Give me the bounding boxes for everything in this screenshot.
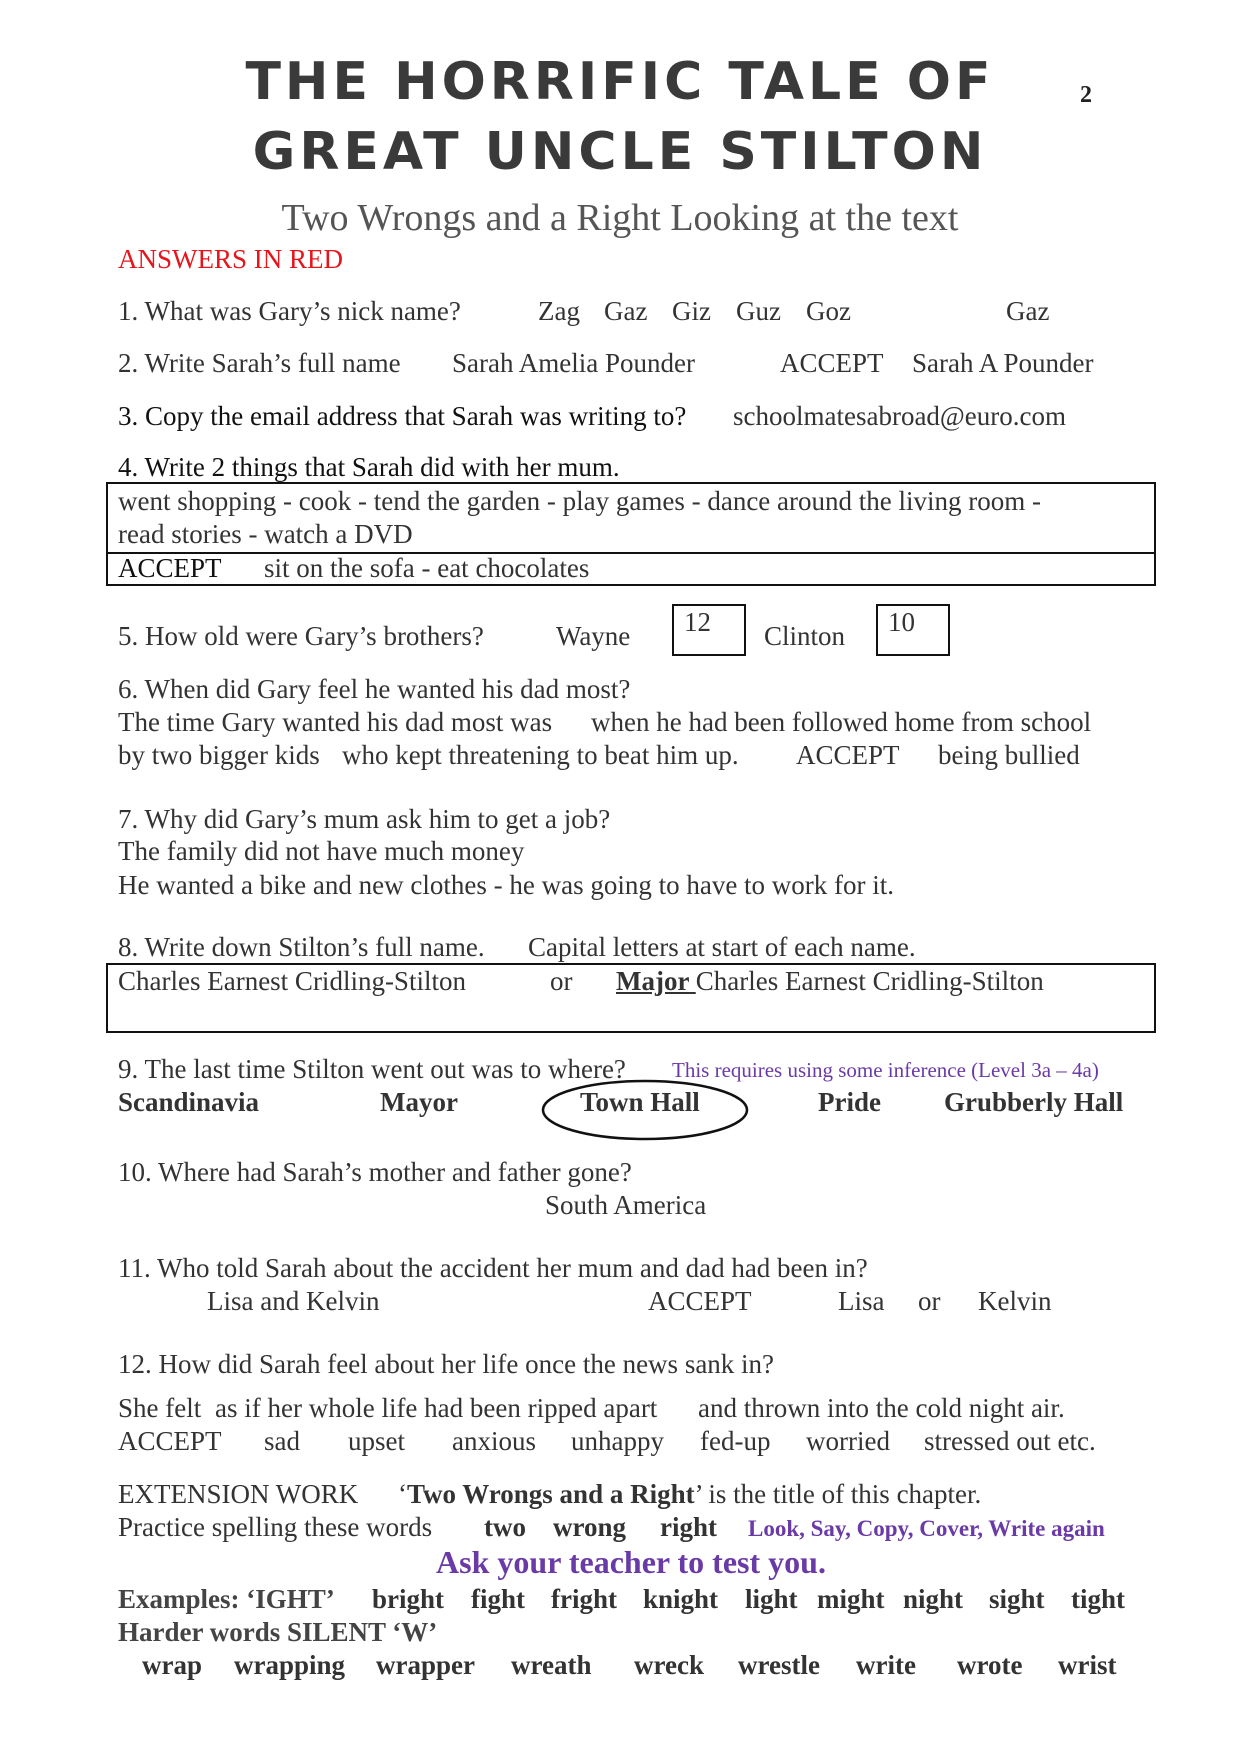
q5-name1: Wayne	[556, 621, 631, 651]
extension-title-line	[398, 1479, 981, 1510]
q2-question: 2. Write Sarah’s full name	[118, 348, 401, 378]
practice-word: wrong	[553, 1512, 627, 1542]
q5-question: 5. How old were Gary’s brothers?	[118, 621, 484, 651]
w-word: wreck	[634, 1650, 704, 1680]
q8-or: or	[550, 966, 573, 996]
q12-accept-word: anxious	[452, 1426, 536, 1456]
q10-answer: South America	[545, 1190, 707, 1220]
q12-accept-word: stressed out etc.	[924, 1426, 1096, 1456]
ight-word: sight	[989, 1584, 1045, 1614]
q9-option: Mayor	[380, 1087, 458, 1117]
q8-note: Capital letters at start of each name.	[528, 932, 916, 962]
w-word: wrapping	[234, 1650, 346, 1680]
ight-word: fright	[551, 1584, 617, 1614]
q11-accept1: Lisa	[838, 1286, 885, 1316]
page-number: 2	[1080, 82, 1092, 108]
title-line-1: THE HORRIFIC TALE OF	[245, 52, 995, 112]
q7-question: 7. Why did Gary’s mum ask him to get a job?	[118, 804, 611, 834]
q9-note: This requires using some inference (Level 3a – 4a)	[672, 1058, 1099, 1082]
ight-word: tight	[1071, 1584, 1125, 1614]
harder-label: Harder words SILENT ‘W’	[118, 1617, 438, 1647]
ight-word: might	[817, 1584, 885, 1614]
q2-accept-label: ACCEPT	[780, 348, 884, 378]
answers-note: ANSWERS IN RED	[118, 244, 344, 274]
q11-question: 11. Who told Sarah about the accident her mum and dad had been in?	[118, 1253, 868, 1283]
quote-open: ‘	[398, 1479, 407, 1509]
w-word: wrestle	[738, 1650, 820, 1680]
practice-word: right	[660, 1512, 717, 1542]
q6-accept-label: ACCEPT	[796, 740, 900, 770]
extension-title: Two Wrongs and a Right	[407, 1479, 695, 1509]
q12-question: 12. How did Sarah feel about her life once the news sank in?	[118, 1349, 775, 1379]
q11-or: or	[918, 1286, 941, 1316]
q6-tail: who kept threatening to beat him up.	[342, 740, 739, 770]
q12-answer: as if her whole life had been ripped apart	[215, 1393, 658, 1423]
q7-answer1: The family did not have much money	[118, 836, 525, 866]
q1-question: 1. What was Gary’s nick name?	[118, 296, 461, 326]
ight-word: bright	[372, 1584, 445, 1614]
q4-accept-label: ACCEPT	[118, 553, 222, 583]
w-word: wrap	[142, 1650, 202, 1680]
q6-answer-a: when he had been followed home from school	[591, 707, 1092, 737]
q5-name2: Clinton	[764, 621, 846, 651]
q1-option: Goz	[806, 296, 851, 326]
q4-question: 4. Write 2 things that Sarah did with her mum.	[118, 452, 620, 482]
q11-accept2: Kelvin	[978, 1286, 1052, 1316]
q5-age1: 12	[684, 607, 711, 637]
ight-word: light	[745, 1584, 798, 1614]
ight-word: fight	[471, 1584, 525, 1614]
ask-teacher: Ask your teacher to test you.	[436, 1544, 826, 1580]
q5-age2: 10	[888, 607, 915, 637]
q2-answer: Sarah Amelia Pounder	[452, 348, 695, 378]
q2-accept: Sarah A Pounder	[912, 348, 1094, 378]
practice-label: Practice spelling these words	[118, 1512, 433, 1542]
q8-answer2-prefix: Major	[616, 966, 696, 996]
q1-option: Gaz	[604, 296, 648, 326]
q4-accept: sit on the sofa - eat chocolates	[264, 553, 590, 583]
q9-question: 9. The last time Stilton went out was to where?	[118, 1054, 626, 1084]
examples-label: Examples: ‘IGHT’	[118, 1584, 335, 1614]
q6-accept: being bullied	[938, 740, 1080, 770]
q9-option-answer: Town Hall	[580, 1087, 700, 1117]
q12-accept-word: upset	[348, 1426, 405, 1456]
q1-option: Guz	[736, 296, 781, 326]
q12-lead: She felt	[118, 1393, 202, 1423]
q12-accept-word: fed-up	[700, 1426, 771, 1456]
q11-accept-label: ACCEPT	[648, 1286, 752, 1316]
q12-accept-label: ACCEPT	[118, 1426, 222, 1456]
q3-question: 3. Copy the email address that Sarah was writing to?	[118, 401, 687, 431]
w-word: wrist	[1058, 1650, 1117, 1680]
q1-option: Zag	[538, 296, 580, 326]
extension-label: EXTENSION WORK	[118, 1479, 359, 1509]
extension-title-rest: ’ is the title of this chapter.	[694, 1479, 982, 1509]
ight-word: night	[903, 1584, 964, 1614]
q10-question: 10. Where had Sarah’s mother and father gone?	[118, 1157, 632, 1187]
q7-answer2: He wanted a bike and new clothes - he was going to have to work for it.	[118, 870, 895, 900]
q11-answer: Lisa and Kelvin	[207, 1286, 380, 1316]
q4-answer-line2: read stories - watch a DVD	[118, 519, 413, 549]
q9-option: Grubberly Hall	[944, 1087, 1124, 1117]
q6-question: 6. When did Gary feel he wanted his dad most?	[118, 674, 631, 704]
q12-tail: and thrown into the cold night air.	[698, 1393, 1065, 1423]
ight-word: knight	[643, 1584, 719, 1614]
q12-accept-word: unhappy	[571, 1426, 664, 1456]
q1-answer: Gaz	[1006, 296, 1050, 326]
q6-lead: The time Gary wanted his dad most was	[118, 707, 553, 737]
q9-option: Scandinavia	[118, 1087, 260, 1117]
q1-option: Giz	[672, 296, 711, 326]
q6-answer-b: by two bigger kids	[118, 740, 320, 770]
title-line-2: GREAT UNCLE STILTON	[252, 122, 988, 182]
q4-answer-line1: went shopping - cook - tend the garden - play games - dance around the living room -	[118, 486, 1041, 516]
practice-method: Look, Say, Copy, Cover, Write again	[748, 1516, 1105, 1541]
practice-word: two	[484, 1512, 526, 1542]
q8-answer1: Charles Earnest Cridling-Stilton	[118, 966, 466, 996]
q8-question: 8. Write down Stilton’s full name.	[118, 932, 485, 962]
q8-answer2-line	[616, 966, 1044, 997]
w-word: wreath	[511, 1650, 592, 1680]
w-word: wrapper	[376, 1650, 475, 1680]
q12-accept-word: worried	[806, 1426, 890, 1456]
w-word: write	[856, 1650, 916, 1680]
q8-answer2: Charles Earnest Cridling-Stilton	[695, 966, 1044, 996]
q9-option: Pride	[818, 1087, 881, 1117]
subtitle: Two Wrongs and a Right Looking at the text	[281, 197, 959, 239]
q3-answer: schoolmatesabroad@euro.com	[733, 401, 1067, 431]
w-word: wrote	[957, 1650, 1023, 1680]
q12-accept-word: sad	[264, 1426, 300, 1456]
